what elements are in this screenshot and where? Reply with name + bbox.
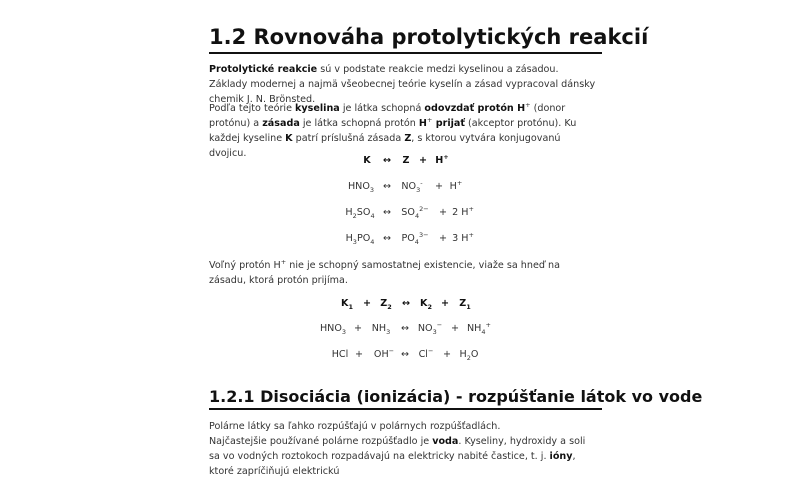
eq-symbol: HNO [347,181,370,192]
subscript: 1 [348,302,353,311]
eq-symbol: H [449,181,457,192]
subscript: 1 [466,302,471,311]
eq-term [380,298,392,309]
eq-plus: + [450,323,460,334]
eq-arrow: ↔ [401,298,411,309]
text: nie je schopný samostatnej existencie, viaže sa hneď na zásadu, ktorá protón prijíma. [209,260,560,286]
eq-term [417,320,443,336]
eq-symbol: H [345,207,353,218]
bold-term: prijať [432,118,465,129]
eq-plus: + [353,323,363,334]
eq-symbol: PO [401,233,415,244]
eq-acid [345,207,374,218]
text: Voľný protón H [209,260,281,271]
eq-symbol: PO [356,233,371,244]
eq-symbol: HNO [319,323,342,334]
equation-row-h3po4 [209,230,602,249]
section-heading-1-2: 1.2 Rovnováha protolytických reakcií [209,22,602,54]
eq-proton [452,230,474,244]
bold-term: Protolytické reakcie [209,64,318,75]
eq-plus: + [438,233,448,244]
eq-symbol: O [470,349,479,360]
subscript: 2 [427,302,432,311]
eq-symbol: H [459,349,467,360]
eq-acid [348,181,374,192]
subscript: 4 [414,211,420,220]
eq-arrow: ↔ [382,233,392,244]
eq-arrow: ↔ [400,349,410,360]
eq-term: K [363,155,371,166]
subscript: 3 [341,327,347,336]
bold-term: voda [432,436,459,447]
eq-term [373,346,395,360]
eq-symbol: NH [467,323,482,334]
bold-term: Z [404,133,412,144]
eq-arrow: ↔ [382,207,392,218]
subscript: 4 [370,237,375,246]
text: je látka schopná protón [299,118,419,129]
text: Najčastejšie používané polárne rozpúšťadlo je [209,436,433,447]
eq-proton [449,178,463,192]
eq-plus: + [438,207,448,218]
eq-base [401,230,429,246]
superscript: + [280,257,287,266]
eq-arrow: ↔ [400,323,410,334]
bold-term: odovzdať protón H [424,103,526,114]
section-heading-1-2-1: 1.2.1 Disociácia (ionizácia) - rozpúšťanie látok vo vode [209,386,602,410]
superscript: + [468,204,474,213]
superscript: + [443,152,449,161]
eq-base [401,178,423,194]
text: sú v podstate reakcie medzi kyselinou a zásadou. Základy modernej a najmä všeobecnej teórie kyselín a zásad vypracoval dánsky chemik J. N. Brönsted. [209,64,596,105]
superscript: 3− [418,230,429,239]
text: Podľa tejto teórie [209,103,296,114]
superscript: 2− [419,204,429,213]
eq-arrow: ↔ [382,155,392,166]
text: Polárne látky sa ľahko rozpúšťajú v polárnych rozpúšťadlách. [209,421,501,432]
subscript: 3 [432,327,437,336]
eq-symbol: Z [380,298,388,309]
subscript: 3 [369,185,375,194]
eq-plus: + [442,349,452,360]
eq-symbol: H [345,233,353,244]
superscript: + [468,230,474,239]
text: , ktoré zapríčiňujú elektrickú [209,451,576,477]
eq-term [420,298,432,309]
eq-plus: + [354,349,364,360]
eq-symbol: Cl [418,349,428,360]
subscript: 3 [416,185,421,194]
eq-symbol: NO [401,181,417,192]
eq-proton [452,204,474,218]
subscript: 4 [481,327,486,336]
subscript: 3 [352,237,357,246]
equation-row-h2so4 [209,204,602,223]
text: patrí príslušná zásada [292,133,405,144]
superscript: - [420,178,423,187]
eq-term [459,298,471,309]
equation-header-row [209,152,602,171]
eq-term [320,323,346,334]
equation2-header-row [209,298,602,314]
paragraph-free-proton [209,258,597,288]
eq-term [341,298,353,309]
bold-term: kyselina [295,103,340,114]
eq-symbol: 2 H [452,207,469,218]
eq-symbol: K [420,298,428,309]
superscript: + [456,178,463,187]
subscript: 3 [386,327,391,336]
eq-term [435,152,449,166]
eq-symbol: SO [401,207,415,218]
equation-row-hno3 [209,178,602,197]
eq-symbol: K [341,298,349,309]
superscript: − [427,346,434,355]
eq-symbol: NH [371,323,387,334]
superscript: − [388,346,395,355]
text: je látka schopná [339,103,425,114]
eq-term: HCl [331,349,349,360]
subscript: 2 [352,211,357,220]
subscript: 4 [370,211,375,220]
eq-acid [346,233,375,244]
equation2-row-hcl [209,346,602,365]
text: (akceptor protónu). Ku každej kyseline [209,118,577,144]
eq-term [372,323,391,334]
eq-plus: + [362,298,372,309]
superscript: + [485,320,491,329]
text: (donor protónu) a [209,103,566,129]
eq-term [467,320,491,336]
eq-symbol: Z [459,298,467,309]
eq-term [460,349,479,360]
paragraph-bronsted-theory [209,101,597,161]
subscript: 4 [414,237,419,246]
eq-base [401,204,429,220]
eq-plus: + [440,298,450,309]
eq-term: Z [402,155,410,166]
bold-term: H [418,118,427,129]
bold-term: ióny [549,451,573,462]
eq-symbol: H [435,155,444,166]
equation2-row-hno3 [209,320,602,339]
superscript: + [525,100,531,109]
paragraph-dissociation [209,419,597,479]
superscript: − [436,320,443,329]
eq-term [418,346,434,360]
text: , s ktorou vytvára konjugovanú dvojicu. [209,133,561,159]
eq-plus: + [418,155,428,166]
subscript: 2 [387,302,392,311]
superscript: + [426,115,433,124]
eq-symbol: OH [373,349,389,360]
eq-symbol: 3 H [452,233,469,244]
bold-term: zásada [262,118,300,129]
subscript: 2 [466,353,471,362]
eq-symbol: NO [417,323,433,334]
eq-plus: + [434,181,444,192]
text: . Kyseliny, hydroxidy a soli sa vo vodných roztokoch rozpadávajú na elektricky nabité častice, t. j. [209,436,586,462]
eq-arrow: ↔ [382,181,392,192]
bold-term: K [285,133,293,144]
eq-symbol: SO [356,207,371,218]
